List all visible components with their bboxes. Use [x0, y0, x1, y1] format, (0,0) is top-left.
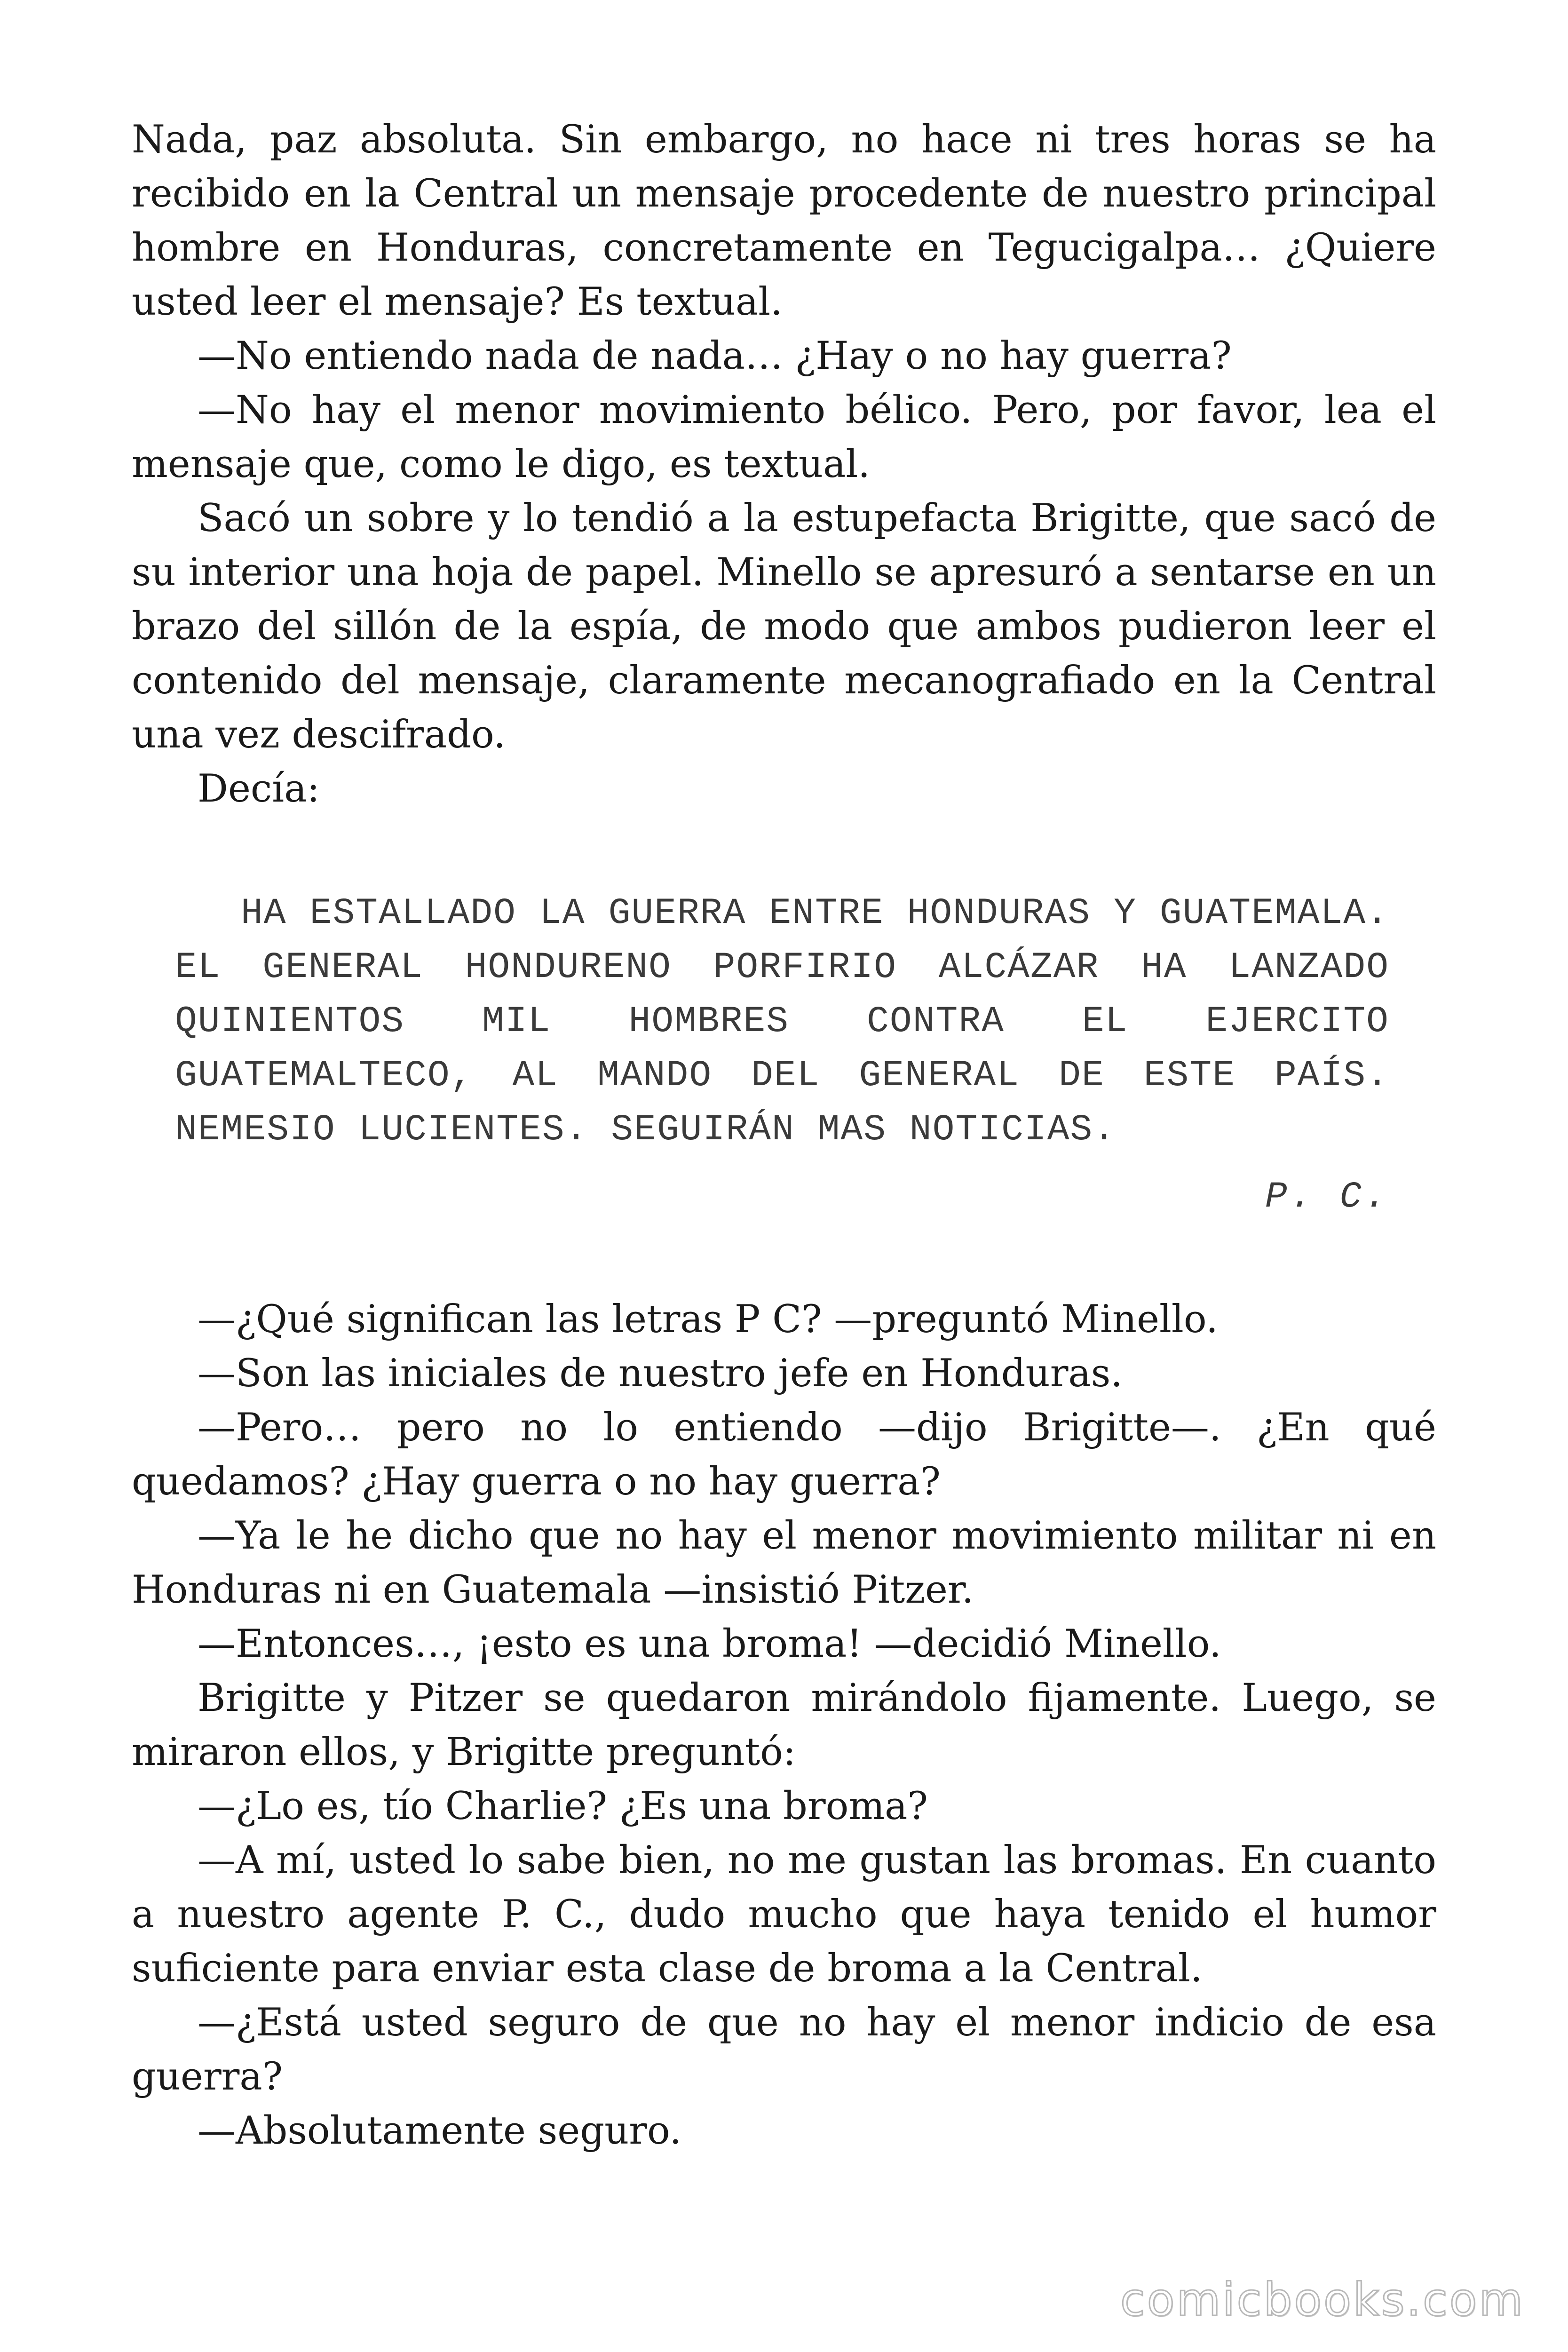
paragraph: Sacó un sobre y lo tendió a la estupefacta Brigitte, que sacó de su interior una hoja de papel. Minello se apresuró a sentarse en un brazo del sillón de la espía, de modo que ambos pudieron leer el contenido del mensaje, claramente mecanografiado en la Central una vez descifrado. [132, 496, 1436, 757]
paragraph: Brigitte y Pitzer se quedaron mirándolo fijamente. Luego, se miraron ellos, y Brigitte preguntó: [132, 1676, 1436, 1774]
paragraph: —¿Está usted seguro de que no hay el menor indicio de esa guerra? [132, 2001, 1436, 2099]
paragraph: —Pero… pero no lo entiendo —dijo Brigitte—. ¿En qué quedamos? ¿Hay guerra o no hay guerra? [132, 1406, 1436, 1504]
paragraph: —Entonces…, ¡esto es una broma! —decidió Minello. [198, 1622, 1221, 1666]
paragraph: Decía: [198, 767, 320, 811]
paragraph: —A mí, usted lo sabe bien, no me gustan las bromas. En cuanto a nuestro agente P. C., dudo mucho que haya tenido el humor suficiente para enviar esta clase de broma a la Central. [132, 1838, 1436, 1991]
watermark-logo: comicbooks.com [1120, 2273, 1525, 2326]
paragraph: —No hay el menor movimiento bélico. Pero, por favor, lea el mensaje que, como le digo, es textual. [132, 388, 1436, 486]
paragraph: Nada, paz absoluta. Sin embargo, no hace ni tres horas se ha recibido en la Central un mensaje procedente de nuestro principal hombre en Honduras, concretamente en Tegucigalpa… ¿Quiere usted leer el mensaje? Es textual. [132, 118, 1436, 324]
typed-message [175, 887, 1389, 1224]
paragraph: —No entiendo nada de nada… ¿Hay o no hay guerra? [198, 334, 1232, 378]
message-text: HA ESTALLADO LA GUERRA ENTRE HONDURAS Y GUATEMALA. EL GENERAL HONDURENO PORFIRIO ALCÁZAR HA LANZADO QUINIENTOS MIL HOMBRES CONTRA EL EJERCITO GUATEMALTECO, AL MANDO DEL GENERAL DE ESTE PAÍS. NEMESIO LUCIENTES. SEGUIRÁN MAS NOTICIAS. [175, 893, 1389, 1151]
dialogue-section [132, 1293, 1436, 2158]
paragraph: —Ya le he dicho que no hay el menor movimiento militar ni en Honduras ni en Guatemala —insistió Pitzer. [132, 1514, 1436, 1612]
paragraph: —¿Qué significan las letras P C? —preguntó Minello. [198, 1297, 1218, 1342]
paragraph: —¿Lo es, tío Charlie? ¿Es una broma? [198, 1784, 928, 1828]
paragraph: —Son las iniciales de nuestro jefe en Honduras. [198, 1351, 1123, 1396]
message-signature: P. C. [1265, 1176, 1389, 1218]
paragraph: —Absolutamente seguro. [198, 2109, 682, 2153]
